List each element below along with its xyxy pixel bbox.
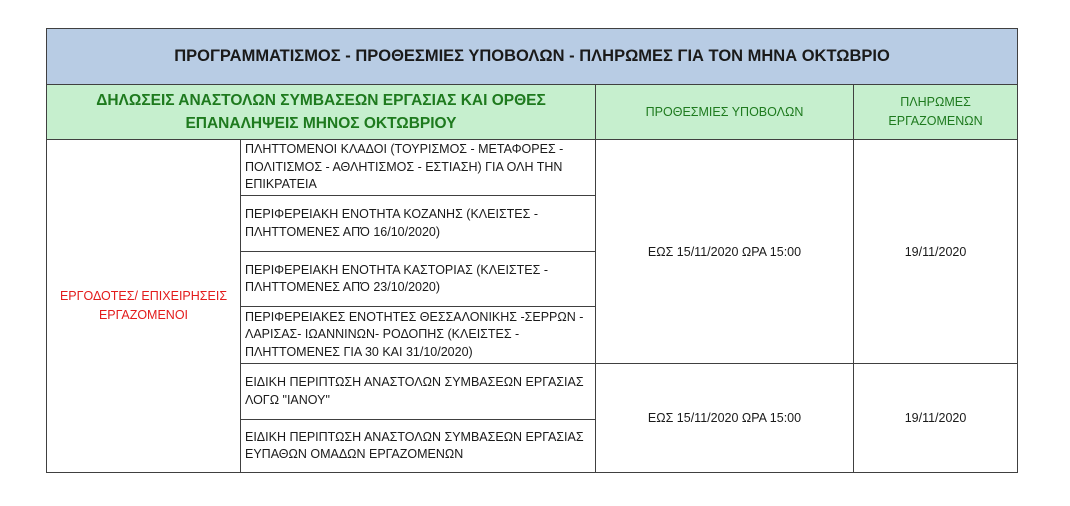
declarations-header — [47, 85, 596, 140]
payment-cell-2 — [854, 364, 1018, 473]
deadline-text: ΕΩΣ 15/11/2020 ΩΡΑ 15:00 — [647, 411, 802, 425]
list-item — [241, 140, 596, 196]
table-title — [47, 29, 1018, 85]
item-line: ΠΟΛΙΤΙΣΜΟΣ - ΑΘΛΗΤΙΣΜΟΣ - ΕΣΤΙΑΣΗ) ΓΙΑ ΟΛΗ ΤΗΝ — [245, 159, 563, 174]
item-line: ΕΙΔΙΚΗ ΠΕΡΙΠΤΩΣΗ ΑΝΑΣΤΟΛΩΝ ΣΥΜΒΑΣΕΩΝ ΕΡΓΑΣΙΑΣ — [245, 429, 584, 444]
list-item — [241, 307, 596, 364]
item-line: ΛΑΡΙΣΑΣ- ΙΩΑΝΝΙΝΩΝ- ΡΟΔΟΠΗΣ (ΚΛΕΙΣΤΕΣ - — [245, 327, 520, 342]
item-line: ΕΠΙΚΡΑΤΕΙΑ — [245, 177, 317, 192]
deadline-text: ΕΩΣ 15/11/2020 ΩΡΑ 15:00 — [647, 244, 802, 259]
table-title-text: ΠΡΟΓΡΑΜΜΑΤΙΣΜΟΣ - ΠΡΟΘΕΣΜΙΕΣ ΥΠΟΒΟΛΩΝ - ΠΛΗΡΩΜΕΣ ΓΙΑ ΤΟΝ ΜΗΝΑ ΟΚΤΩΒΡΙΟ — [174, 47, 890, 65]
item-line: ΠΛΗΤΤΟΜΕΝΕΣ ΑΠΌ 23/10/2020) — [245, 280, 441, 294]
item-line: ΠΕΡΙΦΕΡΕΙΑΚΕΣ ΕΝΟΤΗΤΕΣ ΘΕΣΣΑΛΟΝΙΚΗΣ -ΣΕΡΡΩΝ - — [245, 309, 584, 324]
item-line: ΠΕΡΙΦΕΡΕΙΑΚΗ ΕΝΟΤΗΤΑ ΚΑΣΤΟΡΙΑΣ (ΚΛΕΙΣΤΕΣ - — [245, 262, 548, 277]
deadline-cell-1 — [596, 140, 854, 364]
item-line: ΠΛΗΤΤΟΜΕΝΟΙ ΚΛΑΔΟΙ (ΤΟΥΡΙΣΜΟΣ - ΜΕΤΑΦΟΡΕΣ - — [245, 142, 564, 157]
payment-text: 19/11/2020 — [904, 411, 967, 425]
item-line: ΕΥΠΑΘΩΝ ΟΜΑΔΩΝ ΕΡΓΑΖΟΜΕΝΩΝ — [245, 447, 464, 461]
table-row — [47, 140, 1018, 196]
payment-text: 19/11/2020 — [904, 244, 967, 259]
payments-header — [854, 85, 1018, 140]
list-item — [241, 252, 596, 307]
title-row — [47, 29, 1018, 85]
employers-line1: ΕΡΓΟΔΟΤΕΣ/ ΕΠΙΧΕΙΡΗΣΕΙΣ — [59, 289, 228, 303]
employers-cell — [47, 140, 241, 473]
deadlines-header — [596, 85, 854, 140]
list-item — [241, 364, 596, 420]
list-item — [241, 196, 596, 252]
payments-header-line1: ΠΛΗΡΩΜΕΣ — [900, 95, 971, 109]
item-line: ΠΛΗΤΤΟΜΕΝΕΣ ΑΠΌ 16/10/2020) — [245, 224, 441, 239]
employers-line2: ΕΡΓΑΖΟΜΕΝΟΙ — [98, 308, 189, 322]
item-line: ΕΙΔΙΚΗ ΠΕΡΙΠΤΩΣΗ ΑΝΑΣΤΟΛΩΝ ΣΥΜΒΑΣΕΩΝ ΕΡΓΑΣΙΑΣ — [245, 375, 584, 389]
header-row — [47, 85, 1018, 140]
schedule-table — [46, 28, 1018, 473]
declarations-header-line2: ΕΠΑΝΑΛΗΨΕΙΣ ΜΗΝΟΣ ΟΚΤΩΒΡΙΟΥ — [185, 115, 457, 132]
declarations-header-line1: ΔΗΛΩΣΕΙΣ ΑΝΑΣΤΟΛΩΝ ΣΥΜΒΑΣΕΩΝ ΕΡΓΑΣΙΑΣ ΚΑΙ ΟΡΘΕΣ — [96, 92, 546, 109]
item-line: ΛΟΓΩ "ΙΑΝΟΥ" — [245, 392, 330, 407]
deadline-cell-2 — [596, 364, 854, 473]
item-line: ΠΛΗΤΤΟΜΕΝΕΣ ΓΙΑ 30 ΚΑΙ 31/10/2020) — [245, 344, 473, 359]
payments-header-line2: ΕΡΓΑΖΟΜΕΝΩΝ — [888, 114, 983, 128]
list-item — [241, 420, 596, 473]
deadlines-header-text: ΠΡΟΘΕΣΜΙΕΣ ΥΠΟΒΟΛΩΝ — [645, 104, 804, 119]
payment-cell-1 — [854, 140, 1018, 364]
item-line: ΠΕΡΙΦΕΡΕΙΑΚΗ ΕΝΟΤΗΤΑ ΚΟΖΑΝΗΣ (ΚΛΕΙΣΤΕΣ - — [245, 207, 539, 221]
